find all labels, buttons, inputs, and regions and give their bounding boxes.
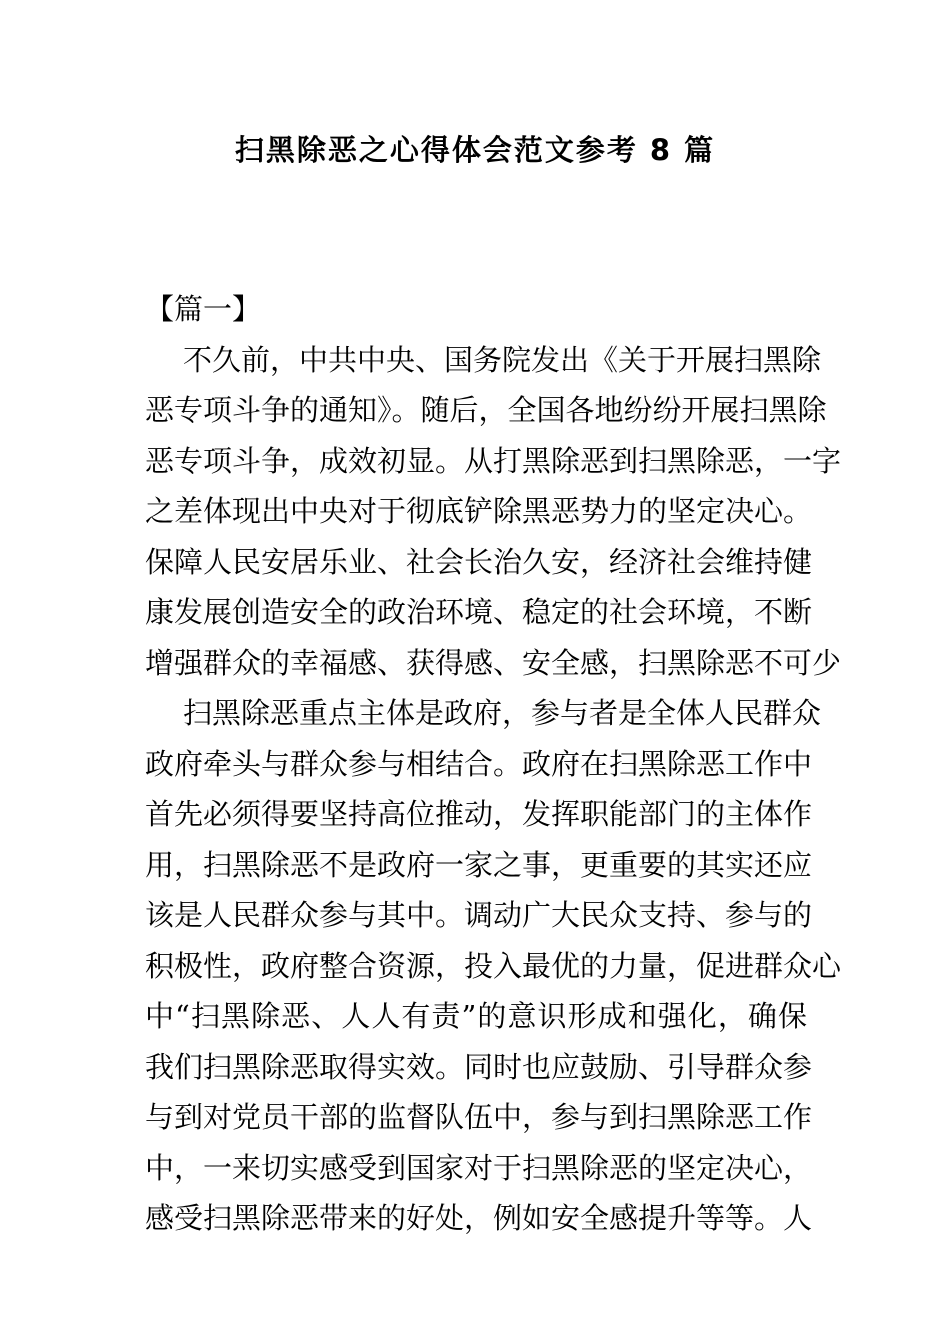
paragraph-line: 用，扫黑除恶不是政府一家之事，更重要的其实还应 (145, 847, 813, 882)
paragraph-2 (145, 688, 842, 1244)
paragraph-line: 中“扫黑除恶、人人有责”的意识形成和强化，确保 (145, 999, 807, 1033)
paragraph-line: 增强群众的幸福感、获得感、安全感，扫黑除恶不可少 (145, 645, 842, 680)
paragraph-line: 该是人民群众参与其中。调动广大民众支持、参与的 (145, 898, 813, 932)
section-heading: 【篇一】 (145, 292, 262, 326)
paragraph-line: 恶专项斗争，成效初显。从打黑除恶到扫黑除恶，一字 (145, 443, 842, 478)
paragraph-line: 我们扫黑除恶取得实效。同时也应鼓励、引导群众参 (145, 1049, 813, 1084)
paragraph-line: 保障人民安居乐业、社会长治久安，经济社会维持健 (145, 544, 813, 579)
document-body (145, 284, 842, 1244)
paragraph-line: 政府牵头与群众参与相结合。政府在扫黑除恶工作中 (145, 746, 813, 781)
paragraph-line: 康发展创造安全的政治环境、稳定的社会环境，不断 (145, 595, 813, 629)
paragraph-line: 首先必须得要坚持高位推动，发挥职能部门的主体作 (145, 797, 813, 831)
paragraph-line: 中，一来切实感受到国家对于扫黑除恶的坚定决心， (145, 1150, 813, 1185)
paragraph-line: 与到对党员干部的监督队伍中，参与到扫黑除恶工作 (145, 1100, 813, 1134)
paragraph-1 (145, 335, 842, 689)
paragraph-line: 感受扫黑除恶带来的好处，例如安全感提升等等。人 (145, 1201, 813, 1235)
paragraph-line: 积极性，政府整合资源，投入最优的力量，促进群众心 (145, 948, 842, 983)
document-title: 扫黑除恶之心得体会范文参考 8 篇 (234, 133, 716, 167)
paragraph-line: 之差体现出中央对于彻底铲除黑恶势力的坚定决心。 (145, 494, 813, 528)
paragraph-line: 恶专项斗争的通知》。随后，全国各地纷纷开展扫黑除 (145, 393, 827, 427)
paragraph-line: 不久前，中共中央、国务院发出《关于开展扫黑除 (183, 342, 822, 377)
paragraph-line: 扫黑除恶重点主体是政府，参与者是全体人民群众 (183, 696, 822, 730)
